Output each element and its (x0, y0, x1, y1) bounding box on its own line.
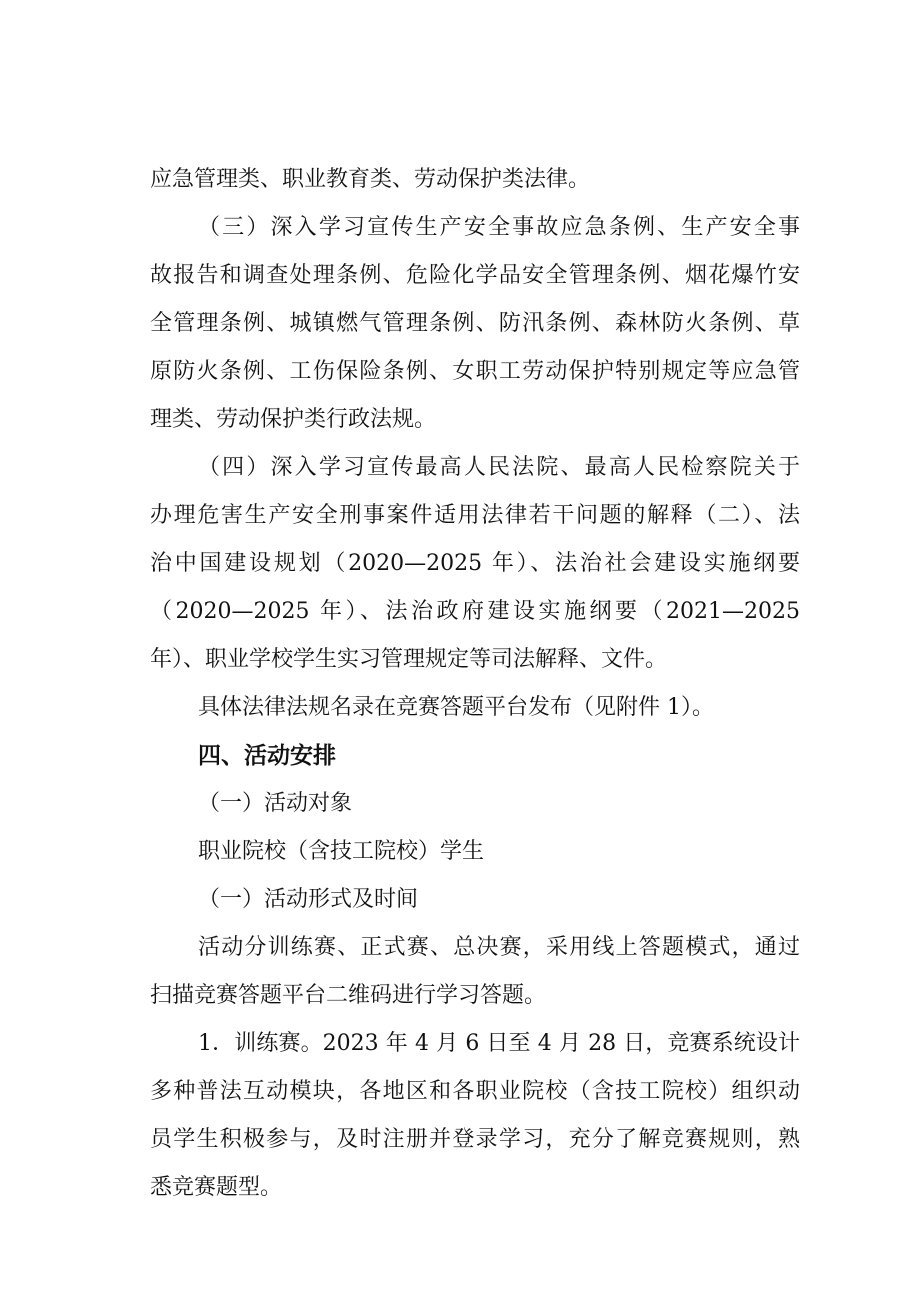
subsection-heading: （一）活动对象 (198, 791, 353, 816)
paragraph-line: 原防火条例、工伤保险条例、女职工劳动保护特别规定等应急管 (150, 359, 800, 384)
paragraph-line: 1．训练赛。2023 年 4 月 6 日至 4 月 28 日，竞赛系统设计 (198, 1031, 800, 1056)
paragraph-line: 活动分训练赛、正式赛、总决赛，采用线上答题模式，通过 (198, 935, 800, 960)
paragraph-line: 职业院校（含技工院校）学生 (198, 839, 485, 864)
paragraph-line: 故报告和调查处理条例、危险化学品安全管理条例、烟花爆竹安 (150, 263, 800, 288)
paragraph-line: 扫描竞赛答题平台二维码进行学习答题。 (150, 983, 547, 1008)
paragraph-line: 员学生积极参与，及时注册并登录学习，充分了解竞赛规则，熟 (150, 1127, 800, 1152)
paragraph-line: 理类、劳动保护类行政法规。 (150, 407, 437, 432)
paragraph-line: 具体法律法规名录在竞赛答题平台发布（见附件 1）。 (198, 695, 714, 720)
paragraph-line: （2020—2025 年）、法治政府建设实施纲要（2021—2025 (150, 599, 800, 624)
paragraph-line: （三）深入学习宣传生产安全事故应急条例、生产安全事 (198, 215, 800, 240)
paragraph-line: 办理危害生产安全刑事案件适用法律若干问题的解释（二）、法 (150, 503, 800, 528)
paragraph-line: 多种普法互动模块，各地区和各职业院校（含技工院校）组织动 (150, 1079, 800, 1104)
paragraph-line: 年）、职业学校学生实习管理规定等司法解释、文件。 (150, 647, 668, 672)
paragraph-line: 悉竞赛题型。 (150, 1175, 283, 1200)
paragraph-line: （四）深入学习宣传最高人民法院、最高人民检察院关于 (198, 455, 800, 480)
document-page (150, 156, 800, 1212)
paragraph-line: 全管理条例、城镇燃气管理条例、防汛条例、森林防火条例、草 (150, 311, 800, 336)
subsection-heading: （一）活动形式及时间 (198, 887, 419, 912)
paragraph-line: 应急管理类、职业教育类、劳动保护类法律。 (150, 167, 591, 192)
paragraph-line: 治中国建设规划（2020—2025 年）、法治社会建设实施纲要 (150, 551, 800, 576)
section-heading: 四、活动安排 (198, 743, 336, 769)
